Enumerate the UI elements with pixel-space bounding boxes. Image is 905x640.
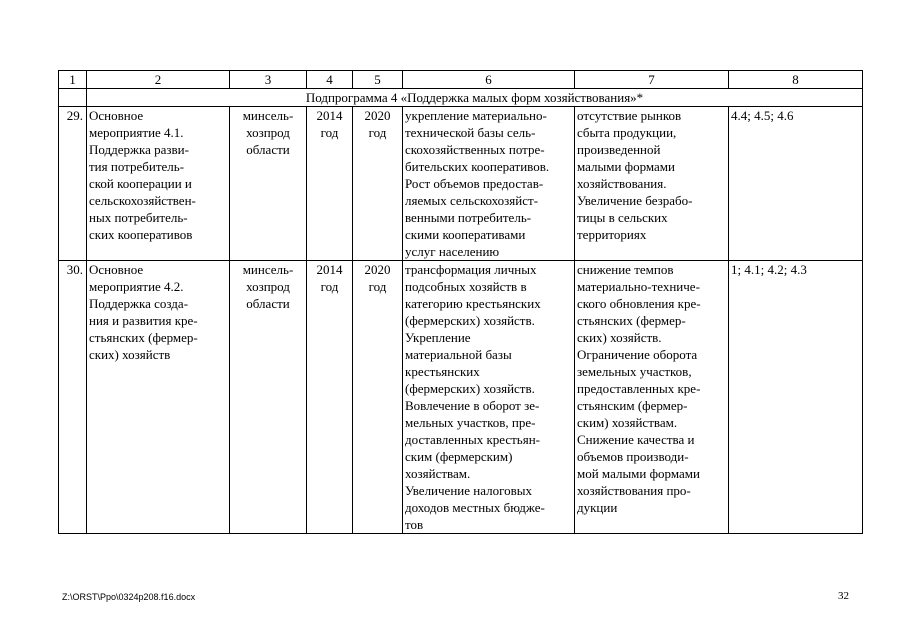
subprogram-title: Подпрограмма 4 «Поддержка малых форм хозяйствования»*: [87, 89, 863, 107]
executor: минсель- хозпрод области: [230, 261, 307, 534]
program-table: [58, 70, 863, 534]
table-row: [59, 107, 863, 261]
column-number: 6: [403, 71, 575, 89]
start-year: 2014 год: [307, 261, 353, 534]
column-number: 8: [729, 71, 863, 89]
related-indicators: 4.4; 4.5; 4.6: [729, 107, 863, 261]
row-number: 30.: [59, 261, 87, 534]
row-number: 29.: [59, 107, 87, 261]
end-year: 2020 год: [353, 261, 403, 534]
end-year: 2020 год: [353, 107, 403, 261]
expected-result: укрепление материально- технической базы сель- скохозяйственных потре- бительских кооперативов. Рост объемов предостав- ляемых сельскохозяйст- венными потребитель- скими кооперативами услуг населению: [403, 107, 575, 261]
page-number: 32: [838, 590, 849, 602]
empty-cell: [59, 89, 87, 107]
column-number: 5: [353, 71, 403, 89]
event-name: Основное мероприятие 4.1. Поддержка разви- тия потребитель- ской кооперации и сельскохозяйствен- ных потребитель- ских кооперативов: [87, 107, 230, 261]
subprogram-row: [59, 89, 863, 107]
column-number: 4: [307, 71, 353, 89]
column-number-row: [59, 71, 863, 89]
column-number: 7: [575, 71, 729, 89]
column-number: 1: [59, 71, 87, 89]
column-number: 3: [230, 71, 307, 89]
executor: минсель- хозпрод области: [230, 107, 307, 261]
non-implementation-consequences: отсутствие рынков сбыта продукции, произведенной малыми формами хозяйствования. Увеличение безрабо- тицы в сельских территориях: [575, 107, 729, 261]
expected-result: трансформация личных подсобных хозяйств в категорию крестьянских (фермерских) хозяйств. Укрепление материальной базы крестьянских (фермерских) хозяйств. Вовлечение в оборот зе- мельных участков, пре- доставленных крестьян- ским (фермерским) хозяйствам. Увеличение налоговых доходов местных бюдже- тов: [403, 261, 575, 534]
footer-file-path: Z:\ORST\Ppo\0324p208.f16.docx: [62, 592, 196, 602]
column-number: 2: [87, 71, 230, 89]
start-year: 2014 год: [307, 107, 353, 261]
non-implementation-consequences: снижение темпов материально-техниче- ского обновления кре- стьянских (фермер- ских) хозяйств. Ограничение оборота земельных участков, предоставленных кре- стьянским (фермер- ским) хозяйствам. Снижение качества и объемов производи- мой малыми формами хозяйствования про- дукции: [575, 261, 729, 534]
related-indicators: 1; 4.1; 4.2; 4.3: [729, 261, 863, 534]
table-row: [59, 261, 863, 534]
event-name: Основное мероприятие 4.2. Поддержка созда- ния и развития кре- стьянских (фермер- ских) хозяйств: [87, 261, 230, 534]
